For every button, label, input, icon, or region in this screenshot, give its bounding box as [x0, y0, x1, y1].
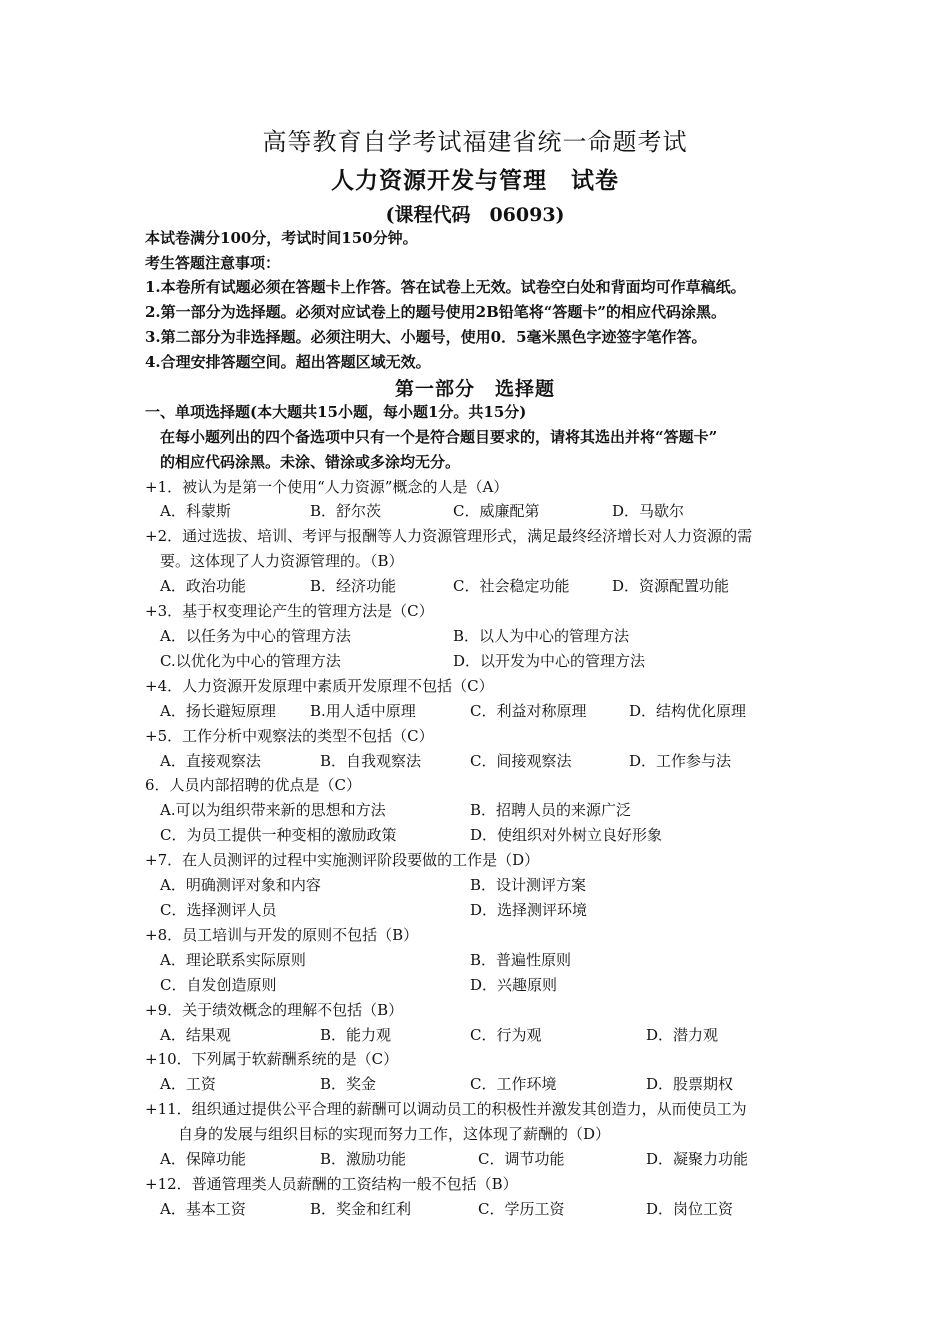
question-stem: 要。这体现了人力资源管理的。（B）	[160, 552, 404, 570]
question-stem: +11．组织通过提供公平合理的薪酬可以调动员工的积极性并激发其创造力，从而使员工为	[145, 1100, 747, 1118]
notice-item: 2.第一部分为选择题。必须对应试卷上的题号使用2B铅笔将“答题卡”的相应代码涂黑。	[145, 303, 727, 321]
question-stem: +5．工作分析中观察法的类型不包括（C）	[145, 727, 434, 745]
option: B．自我观察法	[320, 752, 422, 770]
option: C.以优化为中心的管理方法	[160, 652, 341, 670]
option: B．普遍性原则	[470, 951, 572, 969]
option: B．经济功能	[310, 577, 397, 595]
option: A．结果观	[160, 1026, 231, 1044]
option: A．理论联系实际原则	[160, 951, 306, 969]
section-instruction: 的相应代码涂黑。未涂、错涂或多涂均无分。	[160, 453, 461, 471]
question-stem: +1．被认为是第一个使用“人力资源”概念的人是（A）	[145, 478, 509, 496]
course-code: (课程代码 06093)	[385, 204, 565, 226]
option: C．工作环境	[470, 1075, 557, 1093]
option: A．工资	[160, 1075, 216, 1093]
option: B．激励功能	[320, 1150, 407, 1168]
option: C．威廉配第	[453, 502, 540, 520]
option: D．使组织对外树立良好形象	[470, 826, 663, 844]
option: D．马歇尔	[612, 502, 685, 520]
option: A．政治功能	[160, 577, 246, 595]
notice-item: 4.合理安排答题空间。超出答题区域无效。	[145, 353, 431, 371]
option: B．舒尔茨	[310, 502, 382, 520]
section-title: 一、单项选择题(本大题共15小题，每小题1分。共15分)	[145, 403, 527, 421]
option: D．选择测评环境	[470, 901, 588, 919]
question-stem: +9．关于绩效概念的理解不包括（B）	[145, 1001, 404, 1019]
option: C．间接观察法	[470, 752, 572, 770]
option: D．资源配置功能	[612, 577, 730, 595]
option: B．奖金和红利	[310, 1200, 412, 1218]
option: B．设计测评方案	[470, 876, 587, 894]
option: D．岗位工资	[646, 1200, 734, 1218]
option: D．兴趣原则	[470, 976, 558, 994]
option: A.可以为组织带来新的思想和方法	[160, 801, 386, 819]
option: A．保障功能	[160, 1150, 246, 1168]
option: B．以人为中心的管理方法	[453, 627, 630, 645]
option: C．利益对称原理	[470, 702, 587, 720]
question-stem: +7．在人员测评的过程中实施测评阶段要做的工作是（D）	[145, 851, 540, 869]
option: D．以开发为中心的管理方法	[453, 652, 646, 670]
option: D．凝聚力功能	[646, 1150, 749, 1168]
option: D．工作参与法	[629, 752, 732, 770]
section-instruction: 在每小题列出的四个备选项中只有一个是符合题目要求的，请将其选出并将“答题卡”	[160, 428, 718, 446]
option: D．股票期权	[646, 1075, 734, 1093]
notice-title: 考生答题注意事项：	[145, 254, 281, 272]
question-stem: +2．通过选拔、培训、考评与报酬等人力资源管理形式，满足最终经济增长对人力资源的需	[145, 527, 753, 545]
question-stem: +8．员工培训与开发的原则不包括（B）	[145, 926, 419, 944]
option: D．结构优化原理	[629, 702, 747, 720]
question-stem: +3．基于权变理论产生的管理方法是（C）	[145, 602, 434, 620]
option: C．自发创造原则	[160, 976, 277, 994]
option: A．直接观察法	[160, 752, 261, 770]
part-title: 第一部分 选择题	[394, 378, 555, 400]
option: C．调节功能	[478, 1150, 565, 1168]
question-stem: +4．人力资源开发原理中素质开发原理不包括（C）	[145, 677, 494, 695]
option: A．扬长避短原理	[160, 702, 276, 720]
option: B．奖金	[320, 1075, 377, 1093]
option: A．明确测评对象和内容	[160, 876, 321, 894]
option: A．以任务为中心的管理方法	[160, 627, 351, 645]
option: C．选择测评人员	[160, 901, 277, 919]
option: A．基本工资	[160, 1200, 246, 1218]
notice-item: 1.本卷所有试题必须在答题卡上作答。答在试卷上无效。试卷空白处和背面均可作草稿纸。	[145, 278, 746, 296]
option: A．科蒙斯	[160, 502, 231, 520]
question-stem: +12．普通管理类人员薪酬的工资结构一般不包括（B）	[145, 1175, 518, 1193]
subject-title: 人力资源开发与管理 试卷	[331, 167, 619, 194]
question-stem: +10．下列属于软薪酬系统的是（C）	[145, 1050, 399, 1068]
exam-title: 高等教育自学考试福建省统一命题考试	[262, 128, 688, 156]
option: B．招聘人员的来源广泛	[470, 801, 632, 819]
option: C．学历工资	[478, 1200, 565, 1218]
option: C．社会稳定功能	[453, 577, 570, 595]
notice-item: 3.第二部分为非选择题。必须注明大、小题号，使用0．5毫米黑色字迹签字笔作答。	[145, 328, 707, 346]
option: D．潜力观	[646, 1026, 719, 1044]
option: B．能力观	[320, 1026, 392, 1044]
option: C．为员工提供一种变相的激励政策	[160, 826, 397, 844]
score-time-note: 本试卷满分100分，考试时间150分钟。	[145, 229, 418, 247]
option: C．行为观	[470, 1026, 542, 1044]
question-stem: 6．人员内部招聘的优点是（C）	[145, 776, 362, 794]
question-stem: 自身的发展与组织目标的实现而努力工作，这体现了薪酬的（D）	[178, 1125, 611, 1143]
option: B.用人适中原理	[310, 702, 416, 720]
